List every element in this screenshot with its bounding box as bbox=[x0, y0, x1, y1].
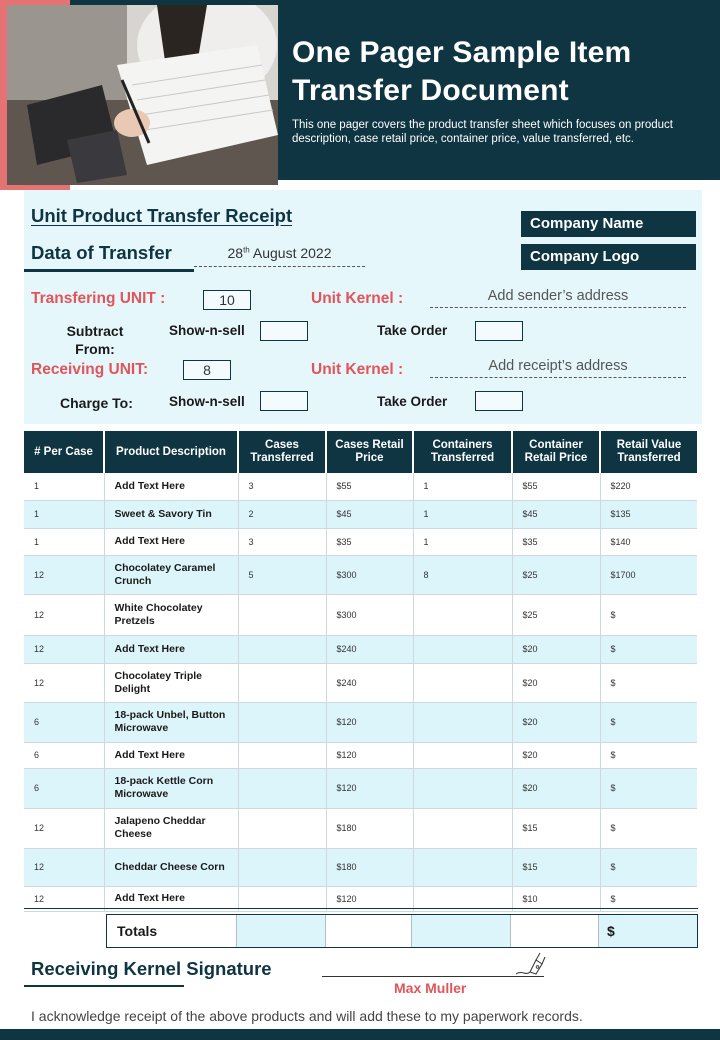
table-cell[interactable]: 1 bbox=[413, 500, 512, 528]
table-cell[interactable]: $180 bbox=[326, 808, 413, 848]
table-row bbox=[24, 848, 697, 886]
receipt-title: Unit Product Transfer Receipt bbox=[31, 205, 293, 226]
table-cell[interactable]: 6 bbox=[24, 742, 104, 768]
table-cell[interactable]: $ bbox=[600, 635, 697, 663]
table-cell[interactable]: Cheddar Cheese Corn bbox=[104, 848, 238, 886]
table-cell[interactable]: 1 bbox=[413, 473, 512, 500]
totals-cell-container-price[interactable] bbox=[412, 915, 511, 947]
signature-label-underline bbox=[24, 985, 184, 987]
subtract-from-label: Subtract From: bbox=[66, 323, 124, 357]
table-cell[interactable]: Add Text Here bbox=[104, 886, 238, 911]
table-cell[interactable]: $240 bbox=[326, 663, 413, 702]
charge-take-order-label: Take Order bbox=[377, 394, 448, 409]
table-cell[interactable] bbox=[238, 848, 326, 886]
subtract-show-n-sell-input[interactable] bbox=[260, 321, 308, 341]
header-photo bbox=[7, 5, 278, 185]
table-row bbox=[24, 635, 697, 663]
totals-value[interactable]: $ bbox=[599, 915, 697, 947]
table-cell[interactable] bbox=[413, 742, 512, 768]
table-cell[interactable] bbox=[238, 594, 326, 635]
table-cell[interactable] bbox=[413, 848, 512, 886]
table-cell[interactable]: 12 bbox=[24, 848, 104, 886]
table-cell[interactable]: $25 bbox=[512, 594, 600, 635]
table-cell[interactable] bbox=[238, 768, 326, 808]
table-cell[interactable]: $300 bbox=[326, 555, 413, 594]
table-cell[interactable]: 6 bbox=[24, 702, 104, 742]
table-cell[interactable]: $ bbox=[600, 594, 697, 635]
table-cell[interactable]: 12 bbox=[24, 808, 104, 848]
table-cell[interactable]: $ bbox=[600, 808, 697, 848]
table-cell[interactable]: Chocolatey Triple Delight bbox=[104, 663, 238, 702]
table-cell[interactable] bbox=[238, 635, 326, 663]
table-cell[interactable]: $20 bbox=[512, 742, 600, 768]
table-cell[interactable]: $140 bbox=[600, 528, 697, 555]
col-header: # Per Case bbox=[24, 431, 104, 473]
table-cell[interactable] bbox=[413, 768, 512, 808]
table-cell[interactable]: Add Text Here bbox=[104, 635, 238, 663]
table-cell[interactable]: 5 bbox=[238, 555, 326, 594]
table-row bbox=[24, 742, 697, 768]
col-header: Product Description bbox=[104, 431, 238, 473]
table-cell[interactable]: $ bbox=[600, 886, 697, 911]
table-cell[interactable]: $135 bbox=[600, 500, 697, 528]
charge-take-order-input[interactable] bbox=[475, 391, 523, 411]
table-cell[interactable]: 1 bbox=[24, 500, 104, 528]
table-cell[interactable] bbox=[238, 808, 326, 848]
table-cell[interactable]: 2 bbox=[238, 500, 326, 528]
table-row bbox=[24, 555, 697, 594]
receiving-unit-label: Receiving UNIT: bbox=[31, 361, 149, 378]
table-cell[interactable]: $240 bbox=[326, 635, 413, 663]
table-cell[interactable] bbox=[238, 742, 326, 768]
table-cell[interactable] bbox=[238, 663, 326, 702]
col-header: Cases Retail Price bbox=[326, 431, 413, 473]
table-cell[interactable]: 1 bbox=[24, 528, 104, 555]
table-row bbox=[24, 528, 697, 555]
col-header: Retail Value Transferred bbox=[600, 431, 697, 473]
table-cell[interactable]: $ bbox=[600, 848, 697, 886]
acknowledgement-text: I acknowledge receipt of the above products and will add these to my paperwork records. bbox=[31, 1008, 583, 1024]
page-subtitle: This one pager covers the product transfer sheet which focuses on product description, case retail price, container price, value transferred, etc. bbox=[292, 119, 673, 145]
subtract-show-n-sell-label: Show-n-sell bbox=[169, 323, 245, 338]
table-cell[interactable]: $ bbox=[600, 768, 697, 808]
table-cell[interactable]: 12 bbox=[24, 886, 104, 911]
charge-show-n-sell-label: Show-n-sell bbox=[169, 394, 245, 409]
table-cell[interactable]: 12 bbox=[24, 635, 104, 663]
table-cell[interactable]: 12 bbox=[24, 663, 104, 702]
date-label-underline bbox=[24, 269, 194, 272]
table-cell[interactable]: 18-pack Kettle Corn Microwave bbox=[104, 768, 238, 808]
table-row bbox=[24, 808, 697, 848]
table-header-row bbox=[24, 431, 697, 473]
unit-kernel-label-sender: Unit Kernel : bbox=[311, 290, 404, 307]
table-cell[interactable] bbox=[413, 808, 512, 848]
subtract-take-order-input[interactable] bbox=[475, 321, 523, 341]
date-label: Data of Transfer bbox=[31, 242, 172, 263]
table-row bbox=[24, 473, 697, 500]
table-cell[interactable]: 18-pack Unbel, Button Microwave bbox=[104, 702, 238, 742]
table-cell[interactable]: $45 bbox=[512, 500, 600, 528]
table-cell[interactable]: Add Text Here bbox=[104, 473, 238, 500]
table-cell[interactable]: Chocolatey Caramel Crunch bbox=[104, 555, 238, 594]
table-cell[interactable]: $35 bbox=[326, 528, 413, 555]
table-cell[interactable]: White Chocolatey Pretzels bbox=[104, 594, 238, 635]
table-cell[interactable] bbox=[238, 702, 326, 742]
charge-to-label: Charge To: bbox=[60, 395, 133, 411]
table-cell[interactable]: $20 bbox=[512, 702, 600, 742]
transferring-unit-input[interactable]: 10 bbox=[203, 290, 251, 310]
table-cell[interactable]: 3 bbox=[238, 473, 326, 500]
table-row bbox=[24, 702, 697, 742]
table-cell[interactable]: $300 bbox=[326, 594, 413, 635]
receiving-unit-input[interactable]: 8 bbox=[183, 360, 231, 380]
col-header: Cases Transferred bbox=[238, 431, 326, 473]
table-cell[interactable]: Add Text Here bbox=[104, 528, 238, 555]
signer-name: Max Muller bbox=[394, 980, 467, 996]
table-cell[interactable]: 6 bbox=[24, 768, 104, 808]
date-suffix: th bbox=[243, 245, 250, 255]
table-cell[interactable] bbox=[413, 635, 512, 663]
table-cell[interactable]: Sweet & Savory Tin bbox=[104, 500, 238, 528]
table-cell[interactable]: $20 bbox=[512, 635, 600, 663]
table-cell[interactable]: $20 bbox=[512, 663, 600, 702]
table-row bbox=[24, 768, 697, 808]
items-table bbox=[24, 431, 697, 912]
table-cell[interactable]: 12 bbox=[24, 555, 104, 594]
table-cell[interactable]: $35 bbox=[512, 528, 600, 555]
footer-bar bbox=[0, 1029, 720, 1040]
pen-nib-icon bbox=[512, 950, 546, 983]
table-cell[interactable]: $15 bbox=[512, 848, 600, 886]
date-rest: August 2022 bbox=[252, 245, 332, 261]
transferring-unit-label: Transfering UNIT : bbox=[31, 290, 166, 307]
table-cell[interactable]: Jalapeno Cheddar Cheese bbox=[104, 808, 238, 848]
table-cell[interactable]: $10 bbox=[512, 886, 600, 911]
charge-show-n-sell-input[interactable] bbox=[260, 391, 308, 411]
unit-kernel-label-receipt: Unit Kernel : bbox=[311, 361, 404, 378]
totals-cell-cases-price[interactable] bbox=[237, 915, 326, 947]
table-cell[interactable]: $180 bbox=[326, 848, 413, 886]
table-cell[interactable]: $1700 bbox=[600, 555, 697, 594]
table-cell[interactable] bbox=[413, 594, 512, 635]
col-header: Containers Transferred bbox=[413, 431, 512, 473]
totals-label: Totals bbox=[107, 915, 237, 947]
date-day: 28 bbox=[227, 245, 244, 261]
table-row bbox=[24, 663, 697, 702]
table-cell[interactable]: 1 bbox=[413, 528, 512, 555]
date-value[interactable] bbox=[194, 245, 365, 267]
signature-line[interactable] bbox=[322, 976, 544, 977]
sender-address-field[interactable]: Add sender’s address bbox=[430, 288, 686, 308]
subtract-take-order-label: Take Order bbox=[377, 323, 448, 338]
table-cell[interactable]: $55 bbox=[512, 473, 600, 500]
table-body bbox=[24, 473, 697, 911]
totals-rule bbox=[24, 908, 698, 909]
table-cell[interactable]: $45 bbox=[326, 500, 413, 528]
totals-cell-blank[interactable] bbox=[511, 915, 599, 947]
signature-label: Receiving Kernel Signature bbox=[31, 958, 272, 979]
table-cell[interactable]: $ bbox=[600, 663, 697, 702]
company-logo-box: Company Logo bbox=[521, 244, 696, 270]
table-cell[interactable]: 1 bbox=[24, 473, 104, 500]
table-cell[interactable]: $15 bbox=[512, 808, 600, 848]
table-cell[interactable]: Add Text Here bbox=[104, 742, 238, 768]
table-cell[interactable]: $ bbox=[600, 742, 697, 768]
table-cell[interactable]: 12 bbox=[24, 594, 104, 635]
table-cell[interactable]: $120 bbox=[326, 702, 413, 742]
table-cell[interactable]: $120 bbox=[326, 768, 413, 808]
totals-row bbox=[106, 914, 698, 948]
table-cell[interactable]: $120 bbox=[326, 886, 413, 911]
company-name-box: Company Name bbox=[521, 211, 696, 237]
table-cell[interactable] bbox=[413, 702, 512, 742]
table-row bbox=[24, 500, 697, 528]
receipt-address-field[interactable]: Add receipt’s address bbox=[430, 358, 686, 378]
table-cell[interactable]: $220 bbox=[600, 473, 697, 500]
table-cell[interactable]: $120 bbox=[326, 742, 413, 768]
table-cell[interactable]: 3 bbox=[238, 528, 326, 555]
table-cell[interactable]: $55 bbox=[326, 473, 413, 500]
table-cell[interactable]: 8 bbox=[413, 555, 512, 594]
totals-cell-containers[interactable] bbox=[326, 915, 412, 947]
table-cell[interactable] bbox=[413, 663, 512, 702]
table-cell[interactable]: $20 bbox=[512, 768, 600, 808]
table-cell[interactable]: $ bbox=[600, 702, 697, 742]
table-row bbox=[24, 594, 697, 635]
page-title: One Pager Sample Item Transfer Document bbox=[292, 36, 632, 107]
col-header: Container Retail Price bbox=[512, 431, 600, 473]
table-cell[interactable]: $25 bbox=[512, 555, 600, 594]
